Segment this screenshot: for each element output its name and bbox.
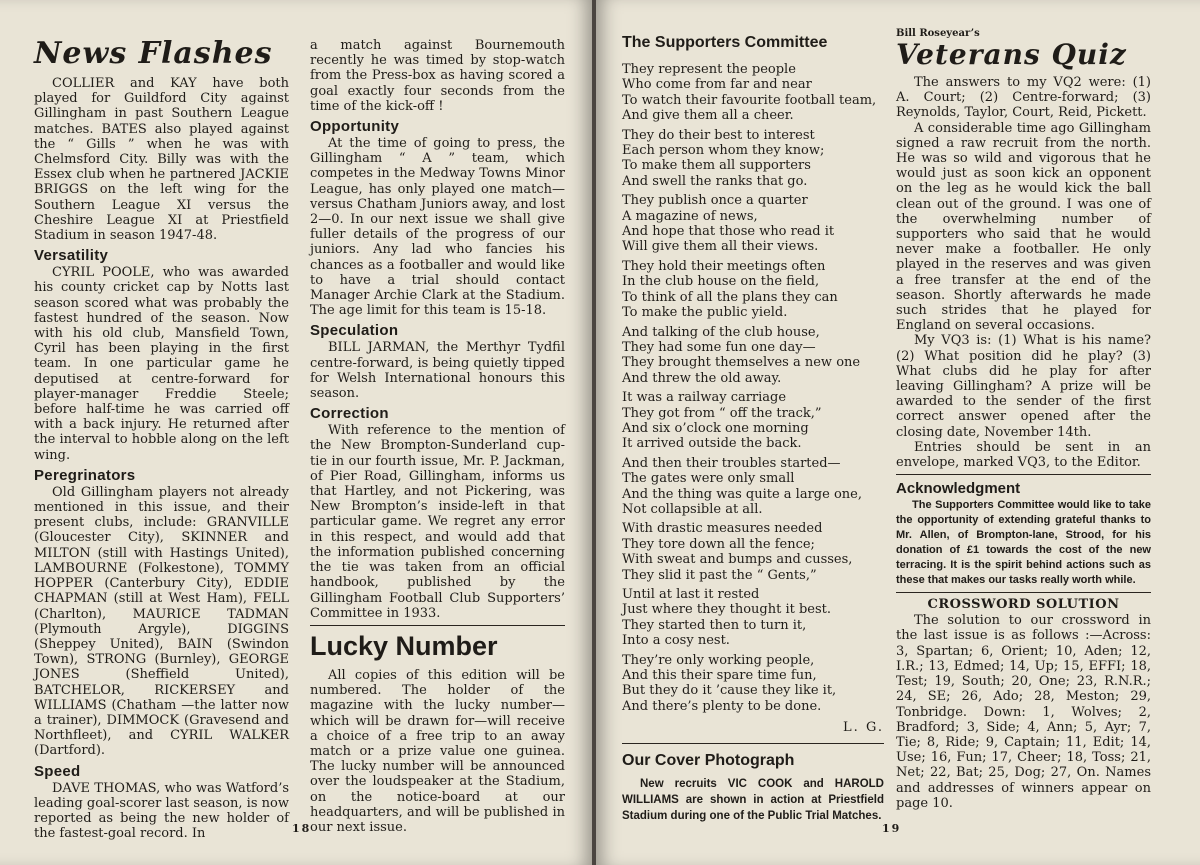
heading-speed: Speed bbox=[34, 762, 81, 780]
supporters-committee-title: The Supporters Committee bbox=[622, 34, 828, 51]
divider bbox=[622, 743, 884, 744]
paragraph-quiz-answers: The answers to my VQ2 were: (1) A. Court; (2) Centre-forward; (3) Reynolds, Taylor, Court, Reid, Pickett. bbox=[896, 75, 1151, 121]
poem-stanza: It was a railway carriage They got from “ off the track,” And six o’clock one morning It arrived outside the back. bbox=[622, 390, 822, 452]
right-column-2 bbox=[896, 28, 1151, 811]
news-flashes-title: News Flashes bbox=[34, 36, 273, 71]
left-column-2 bbox=[310, 38, 565, 835]
poem-stanza: They hold their meetings often In the club house on the field, To think of all the plans they can To make the public yield. bbox=[622, 258, 838, 321]
divider bbox=[310, 625, 565, 626]
paragraph-peregrinators: Old Gillingham players not already mentioned in this issue, and their present clubs, include: GRANVILLE (Gloucester City), SKINNER and MILTON (still with Hastings United), LAMBOURNE (Folkestone), TOMMY HOPPER (Canterbury City), EDDIE CHAPMAN (still at West Ham), FELL (Charlton), MAURICE TADMAN (Plymouth Argyle), DIGGINS (Sheppey United), BAIN (Swindon Town), STRONG (Burnley), GEORGE JONES (Sheffield United), BATCHELOR, RICKERSEY and WILLIAMS (Chatham —the latter now a trainer), DIMMOCK (Gravesend and Northfleet), and CYRIL WALKER (Dartford). bbox=[34, 484, 289, 759]
left-page bbox=[0, 0, 592, 865]
poem bbox=[622, 62, 884, 714]
paragraph-speculation: BILL JARMAN, the Merthyr Tydfil centre-forward, is being quietly tipped for Welsh International honours this season. bbox=[310, 340, 565, 402]
paragraph-opportunity: At the time of going to press, the Gillingham “ A ” team, which competes in the Medway Towns Minor League, has only played one match—versus Chatham Juniors away, and lost 2—0. In our next issue we shall give fuller details of the progress of our juniors. Any lad who fancies his chances as a footballer and would like to have a trial should contact Manager Archie Clark at the Stadium. The age limit for this team is 15-18. bbox=[310, 136, 565, 319]
crossword-solution-title: CROSSWORD SOLUTION bbox=[927, 597, 1120, 613]
heading-speculation: Speculation bbox=[310, 322, 399, 340]
poem-stanza: They publish once a quarter A magazine of news, And hope that those who read it Will give them all their views. bbox=[622, 193, 835, 255]
paragraph-speed: DAVE THOMAS, who was Watford’s leading goal-scorer last season, is now reported as being the new holder of the fastest-goal record. In bbox=[34, 780, 289, 842]
paragraph-correction: With reference to the mention of the New Brompton-Sunderland cup-tie in our fourth issue, Mr. P. Jackman, of Pier Road, Gillingham, informs us that Hartley, and not Pickering, was New Brompton’s inside-left in that particular game. We regret any error in this respect, and would add that the information published concerning the tie was taken from an official handbook, published by the Gillingham Football Club Supporters’ Committee in 1933. bbox=[310, 423, 565, 621]
poem-stanza: They do their best to interest Each person whom they know; To make them all supporters And swell the ranks that go. bbox=[622, 127, 825, 189]
poem-signature: L. G. bbox=[843, 720, 884, 736]
heading-correction: Correction bbox=[310, 405, 389, 423]
paragraph-quiz-story: A considerable time ago Gillingham signed a raw recruit from the north. He was so wild and vigorous that he would just as soon kick an opponent on the leg as he would kick the ball clean out of the ground. I was one of the overwhelming number of supporters who said that he would never make a footballer. He only played in the reserves and was given a free transfer at the end of the season. Shortly afterwards he made such strides that he played for England on several occasions. bbox=[896, 120, 1151, 334]
crossword-solution-text: The solution to our crossword in the last issue is as follows :—Across: 3, Spartan; 6, Orient; 10, Aden; 12, I.R.; 13, Edmed; 14, Up; 15, EFFI; 18, Test; 19, South; 20, One; 23, R.N.R.; 24, SE; 26, Ado; 28, Meston; 29, Tonbridge. Down: 1, Wolves; 2, Bradford; 3, Side; 4, Ann; 5, Ayr; 7, Tie; 8, Ride; 9, Captain; 11, Edit; 14, Use; 16, Fun; 17, Cheer; 18, Toss; 21, Net; 22, Bat; 25, Dog; 27, On. Names and addresses of winners appear on page 10. bbox=[896, 613, 1151, 811]
paragraph-speed-continued: a match against Bournemouth recently he was timed by stop-watch from the Press-box as having scored a goal exactly four seconds from the time of the kick-off ! bbox=[310, 38, 565, 114]
page-number-18: 18 bbox=[292, 822, 312, 835]
paragraph-lucky-number: All copies of this edition will be numbered. The holder of the magazine with the lucky number—which will be drawn for—will receive a choice of a free trip to an away match or a prize value one guinea. The lucky number will be announced over the loudspeaker at the Stadium, on the notice-board at our headquarters, and will be published in our next issue. bbox=[310, 667, 565, 835]
poem-stanza: They’re only working people, And this their spare time fun, But they do it ’cause they like it, And there’s plenty to be done. bbox=[622, 652, 837, 714]
heading-versatility: Versatility bbox=[34, 247, 109, 265]
right-page bbox=[596, 0, 1200, 865]
paragraph-quiz-entries: Entries should be sent in an envelope, marked VQ3, to the Editor. bbox=[896, 439, 1151, 471]
acknowledgment-text: The Supporters Committee would like to take the opportunity of extending grateful thanks to Mr. Allen, of Brompton-lane, Strood, for his donation of £1 towards the cost of the new terracing. It is the spirit behind actions such as these that makes our tasks really worth while. bbox=[896, 499, 1151, 587]
divider bbox=[896, 474, 1151, 475]
poem-stanza: Until at last it rested Just where they thought it best. They started then to turn it, Into a cosy nest. bbox=[622, 587, 832, 649]
quiz-byline: Bill Roseyear’s bbox=[896, 28, 980, 39]
paragraph-versatility: CYRIL POOLE, who was awarded his county cricket cap by Notts last season scored what was probably the fastest hundred of the season. Now with his old club, Mansfield Town, Cyril has been playing in the first team. In one particular game he deputised at centre-forward for player-manager Freddie Steele; before half-time he was carried off with a back injury. He returned after the interval to hobble along on the left wing. bbox=[34, 265, 289, 463]
cover-photograph-title: Our Cover Photograph bbox=[622, 752, 795, 770]
poem-stanza: They represent the people Who come from far and near To watch their favourite football team, And give them all a cheer. bbox=[622, 62, 877, 124]
right-column-1 bbox=[622, 32, 884, 824]
acknowledgment-title: Acknowledgment bbox=[896, 480, 1021, 498]
cover-photograph-caption: New recruits VIC COOK and HAROLD WILLIAMS are shown in action at Priestfield Stadium during one of the Public Trial Matches. bbox=[622, 778, 884, 823]
heading-opportunity: Opportunity bbox=[310, 118, 400, 136]
left-column-1 bbox=[34, 36, 289, 841]
paragraph-collier: COLLIER and KAY have both played for Guildford City against Gillingham in past Southern League matches. BATES also played against the “ Gills ” when he was with Chelmsford City. Billy was with the Essex club when he partnered JACKIE BRIGGS on the left wing for the Southern League XI versus the Cheshire League XI at Priestfield Stadium in season 1947-48. bbox=[34, 76, 289, 244]
veterans-quiz-title: Veterans Quiz bbox=[896, 38, 1127, 71]
poem-stanza: And then their troubles started— The gates were only small And the thing was quite a large one, Not collapsible at all. bbox=[622, 455, 862, 517]
heading-peregrinators: Peregrinators bbox=[34, 466, 136, 484]
lucky-number-title: Lucky Number bbox=[310, 630, 498, 661]
page-number-19: 19 bbox=[882, 822, 902, 835]
poem-stanza: With drastic measures needed They tore down all the fence; With sweat and bumps and cusses, They slid it past the “ Gents,” bbox=[622, 521, 853, 583]
paragraph-quiz-vq3: My VQ3 is: (1) What is his name? (2) What position did he play? (3) What clubs did he play for after leaving Gillingham? A prize will be awarded to the sender of the first correct answer opened after the closing date, November 14th. bbox=[896, 333, 1151, 440]
poem-stanza: And talking of the club house, They had some fun one day— They brought themselves a new one And threw the old away. bbox=[622, 324, 861, 386]
divider bbox=[896, 592, 1151, 593]
